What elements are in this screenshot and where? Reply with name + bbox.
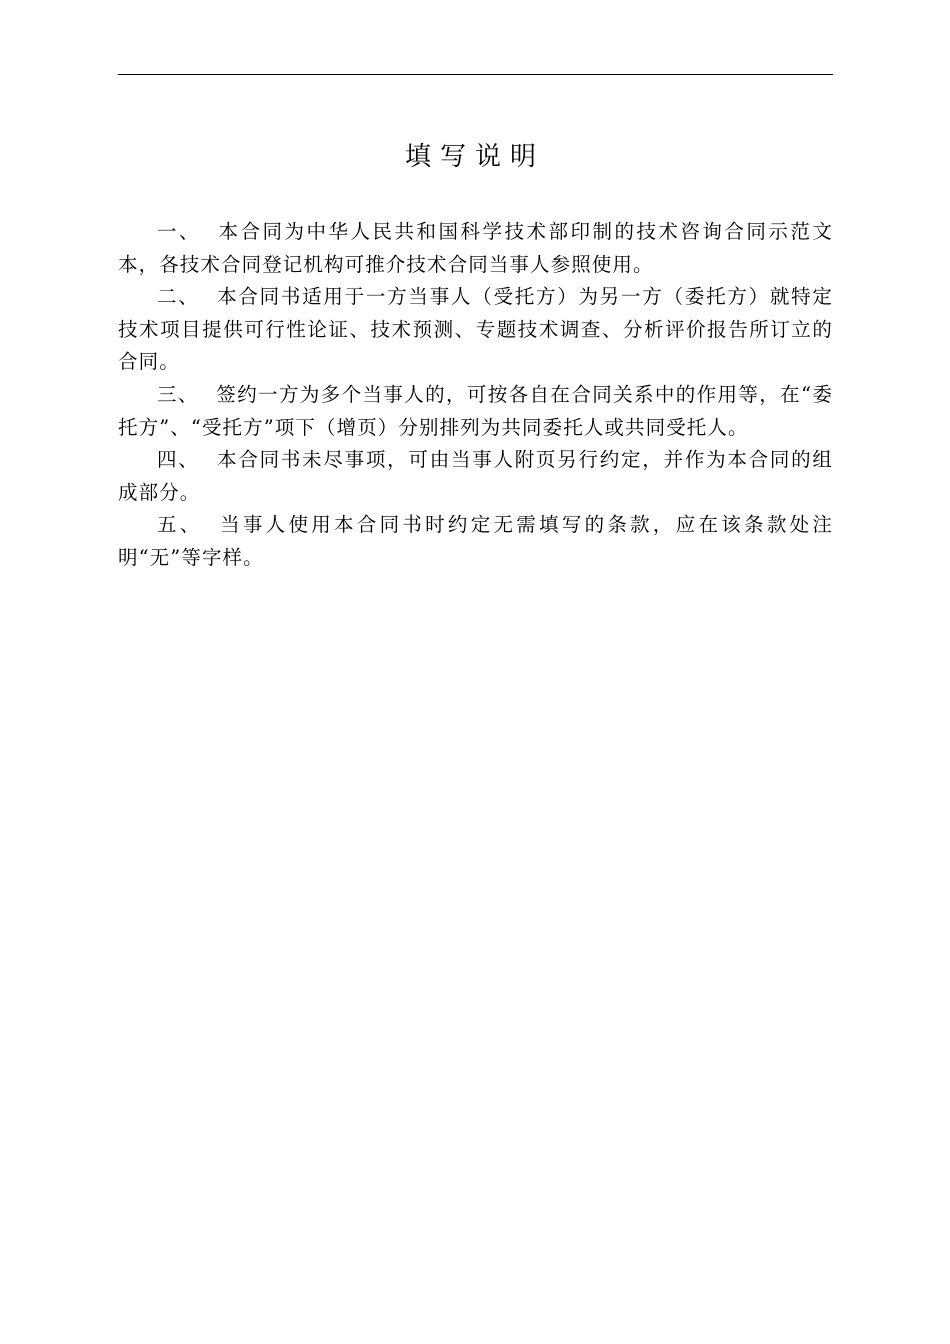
instruction-text: 本合同为中华人民共和国科学技术部印制的技术咨询合同示范文本，各技术合同登记机构可推介技术合同当事人参照使用。 — [118, 220, 833, 276]
instruction-number: 二、 — [157, 285, 200, 309]
instructions-list — [118, 216, 833, 575]
instruction-text: 签约一方为多个当事人的，可按各自在合同关系中的作用等，在“委托方”、“受托方”项下（增页）分别排列为共同委托人或共同受托人。 — [118, 382, 833, 439]
instruction-text: 本合同书适用于一方当事人（受托方）为另一方（委托方）就特定技术项目提供可行性论证、技术预测、专题技术调查、分析评价报告所订立的合同。 — [118, 285, 833, 374]
instruction-item-4 — [118, 444, 833, 509]
header-rule — [118, 74, 833, 75]
instruction-text: 当事人使用本合同书时约定无需填写的条款，应在该条款处注明“无”等字样。 — [118, 513, 833, 569]
instruction-item-5 — [118, 509, 833, 574]
instruction-text: 本合同书未尽事项，可由当事人附页另行约定，并作为本合同的组成部分。 — [118, 448, 833, 504]
document-title: 填写说明 — [404, 142, 545, 172]
instruction-number: 一、 — [157, 220, 201, 243]
instruction-number: 四、 — [157, 448, 200, 472]
instruction-number: 三、 — [157, 382, 199, 406]
instruction-item-2 — [118, 281, 833, 379]
instruction-item-1 — [118, 216, 833, 281]
instruction-number: 五、 — [157, 513, 203, 537]
instruction-item-3 — [118, 379, 833, 444]
